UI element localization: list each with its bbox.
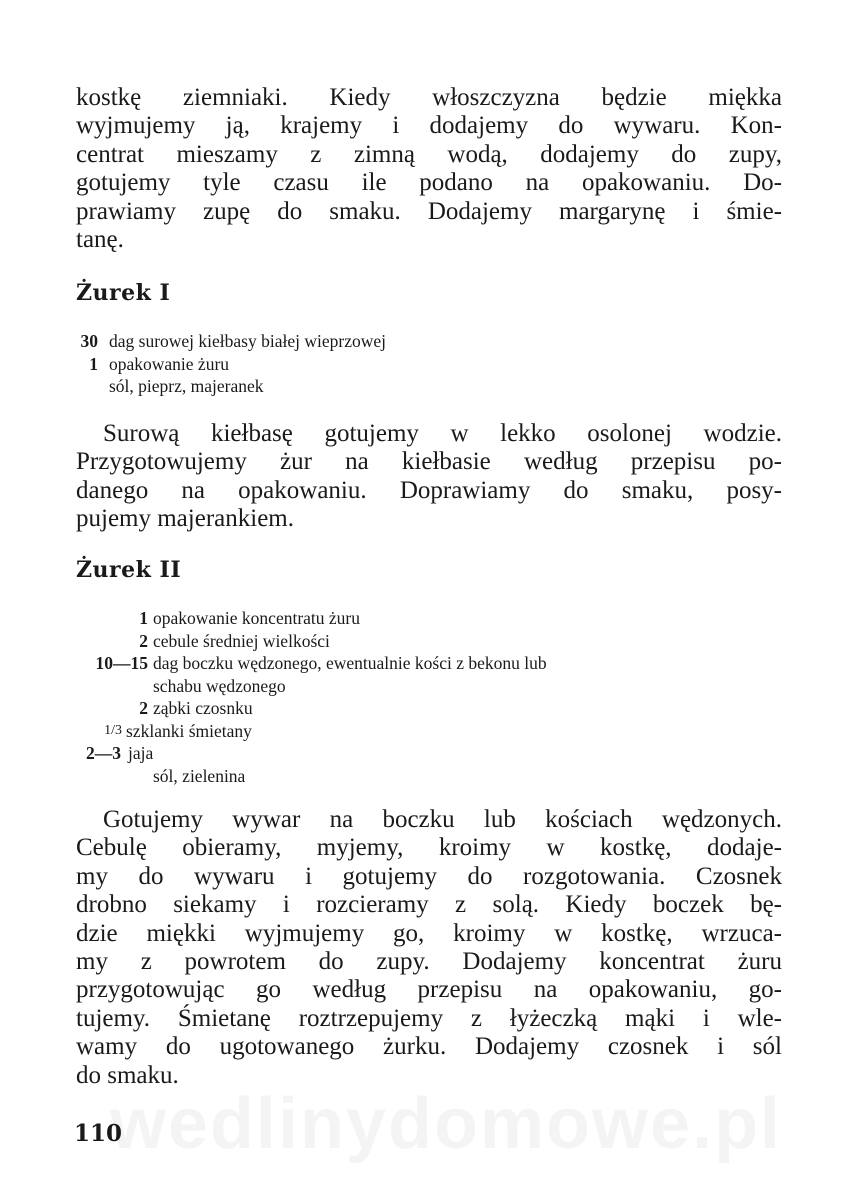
text-line: tanę. <box>76 226 124 254</box>
ingredient-text: jaja <box>128 743 154 763</box>
text-line: tujemy. Śmietanę roztrzepujemy z łyżeczką mąki i wle- <box>76 1004 782 1032</box>
ingredient-text: cebule średniej wielkości <box>153 630 330 651</box>
text-line: Cebulę obieramy, myjemy, kroimy w kostkę, dodaje- <box>76 834 782 862</box>
text-line: gotujemy tyle czasu ile podano na opakowaniu. Do- <box>76 169 782 197</box>
ingredient-item <box>76 720 796 743</box>
ingredient-quantity: 10—15 <box>95 653 148 673</box>
ingredient-text: opakowanie żuru <box>109 353 230 374</box>
text-line: Przygotowujemy żur na kiełbasie według przepisu po- <box>76 448 782 476</box>
ingredient-quantity: 1 <box>139 608 148 628</box>
text-line: pujemy majerankiem. <box>76 505 294 533</box>
text-line: przygotowując go według przepisu na opakowaniu, go- <box>76 976 782 1004</box>
ingredient-item <box>76 607 796 630</box>
ingredient-item <box>76 630 796 653</box>
ingredient-text: sól, pieprz, majeranek <box>109 376 264 396</box>
ingredient-text: sól, zielenina <box>153 765 246 786</box>
ingredient-text: dag surowej kiełbasy białej wieprzowej <box>109 331 386 351</box>
text-line: drobno siekamy i rozcieramy z solą. Kiedy boczek bę- <box>76 891 782 919</box>
ingredient-item <box>76 375 676 398</box>
method-paragraph-zurek-2 <box>76 806 782 1090</box>
ingredient-item <box>76 353 676 376</box>
ingredient-quantity: 2 <box>139 630 148 651</box>
text-line: wamy do ugotowanego żurku. Dodajemy czosnek i sól <box>76 1033 782 1061</box>
text-line: kostkę ziemniaki. Kiedy włoszczyzna będzie miękka <box>76 84 782 111</box>
text-line: Surową kiełbasę gotujemy w lekko osolonej wodzie. <box>103 420 782 447</box>
ingredient-text: opakowanie koncentratu żuru <box>153 608 361 628</box>
text-line: dzie miękki wyjmujemy go, kroimy w kostkę, wrzuca- <box>76 919 782 947</box>
ingredient-item <box>76 742 796 765</box>
recipe-title-zurek-1: Żurek I <box>76 280 171 306</box>
ingredient-list-zurek-2 <box>76 607 796 787</box>
ingredient-quantity: 2 <box>139 698 148 718</box>
ingredient-text: szklanki śmietany <box>126 720 252 741</box>
text-line: wyjmujemy ją, krajemy i dodajemy do wywaru. Kon- <box>76 112 782 140</box>
ingredient-quantity: 1 <box>89 353 98 374</box>
text-line: Gotujemy wywar na boczku lub kościach wędzonych. <box>103 806 782 833</box>
ingredient-text: dag boczku wędzonego, ewentualnie kości z bekonu lub <box>153 653 547 673</box>
ingredient-quantity: 1/3 <box>104 722 122 738</box>
text-line: centrat mieszamy z zimną wodą, dodajemy do zupy, <box>76 140 782 168</box>
text-line: my do wywaru i gotujemy do rozgotowania. Czosnek <box>76 862 782 890</box>
ingredient-item <box>76 652 796 675</box>
ingredient-text: ząbki czosnku <box>153 698 253 718</box>
ingredient-item <box>76 675 796 698</box>
ingredient-text: schabu wędzonego <box>153 675 286 696</box>
ingredient-quantity: 30 <box>80 331 98 351</box>
ingredient-item <box>76 697 796 720</box>
ingredient-list-zurek-1 <box>76 330 676 398</box>
method-paragraph-zurek-1 <box>76 420 782 534</box>
intro-paragraph <box>76 84 782 254</box>
ingredient-quantity: 2—3 <box>86 743 121 763</box>
text-line: danego na opakowaniu. Doprawiamy do smaku, posy- <box>76 476 782 504</box>
watermark <box>110 1083 782 1165</box>
ingredient-item <box>76 765 796 788</box>
page-number: 110 <box>74 1120 123 1147</box>
text-line: prawiamy zupę do smaku. Dodajemy margarynę i śmie- <box>76 197 782 225</box>
ingredient-item <box>76 330 676 353</box>
text-line: my z powrotem do zupy. Dodajemy koncentrat żuru <box>76 948 782 976</box>
recipe-title-zurek-2: Żurek II <box>76 557 182 583</box>
text-line: do smaku. <box>76 1061 179 1089</box>
